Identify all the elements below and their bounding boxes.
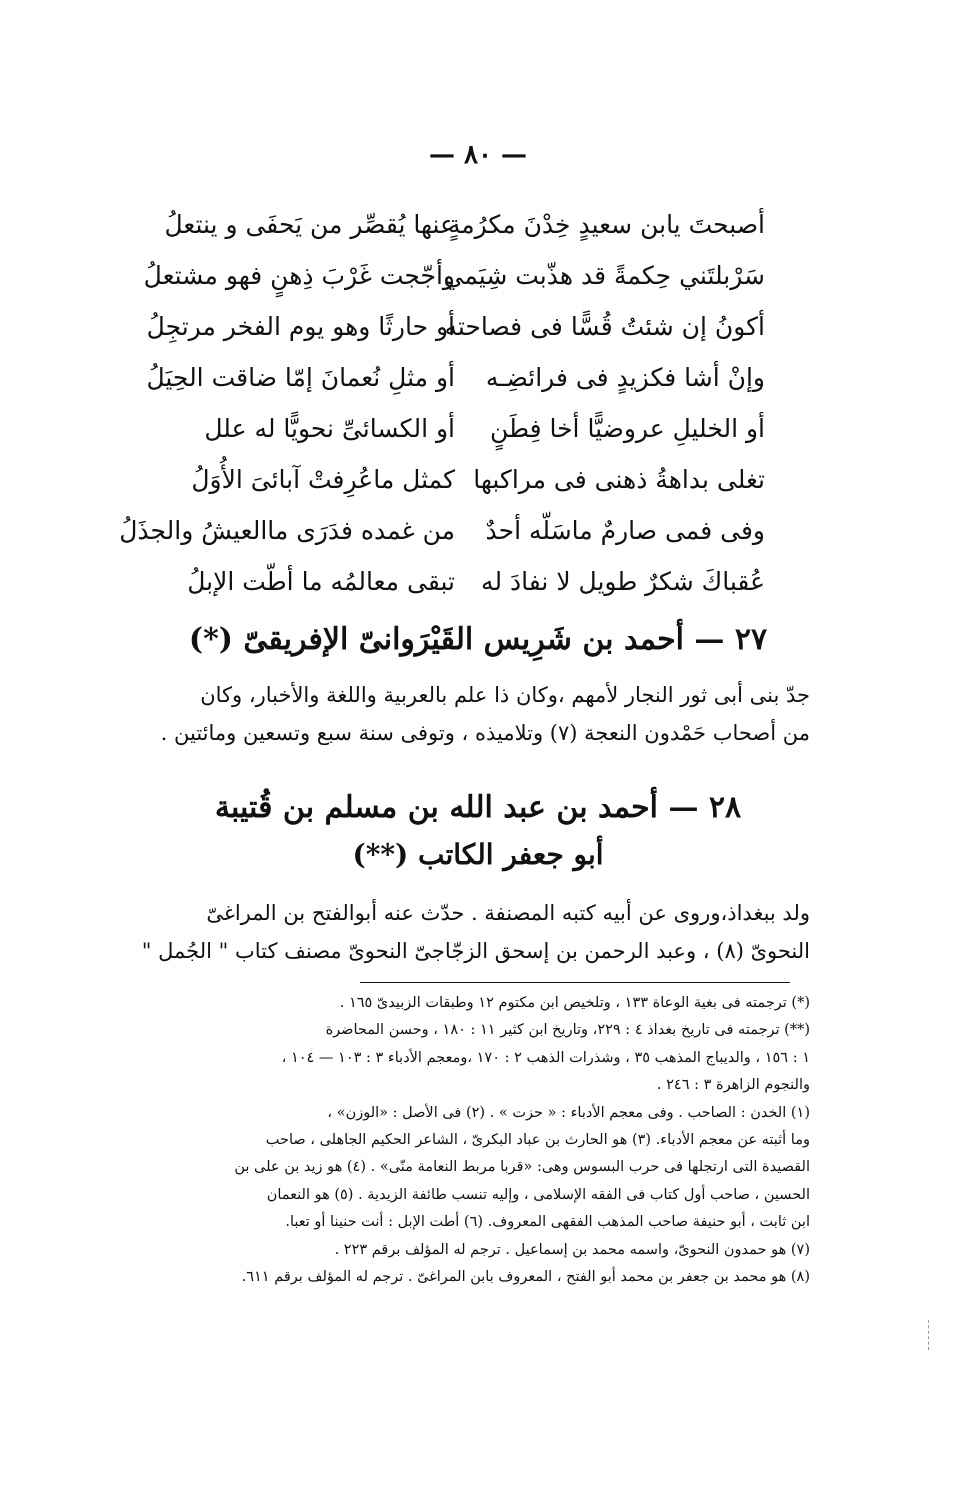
poem-verse [185,460,765,511]
verse-first-hemistich: أو الخليلِ عروضيًّا أخا فِطَنٍ [490,414,765,443]
verse-first-hemistich: وفى فمى صارمٌ ماسَلّه أحدٌ [485,516,765,545]
footnotes [140,990,810,1291]
footnote-line: (**) ترجمته فى تاريخ بغداذ ٤ : ٢٢٩، وتاريخ ابن كثير ١١ : ١٨٠ ، وحسن المحاضرة [325,1022,810,1039]
verse-first-hemistich: عُقباكَ شكرٌ طويل لا نفادَ له [481,567,765,596]
verse-first-hemistich: تغلى بداهةُ ذهنى فى مراكبها [473,465,765,494]
poem-verse [119,511,765,562]
scan-edge-mark [928,1320,930,1350]
entry-28-line: النحوىّ (٨) ، وعبد الرحمن بن إسحق الزجّاجىّ النحوىّ مصنف كتاب " الجُمل " [141,939,810,963]
poem-verse [146,358,765,409]
entry-27-line: جدّ بنى أبى ثور النجار لأمهم ،وكان ذا علم بالعربية واللغة والأخبار، وكان [200,683,810,707]
verse-second-hemistich: أو حارثًا وهو يوم الفخر مرتجِلُ [146,312,455,341]
entry-28-line: ولد ببغداذ،وروى عن أبيه كتبه المصنفة . حدّث عنه أبوالفتح بن المراغىّ [206,901,810,925]
entry-28-subheading: أبو جعفر الكاتب (**) [352,838,604,871]
footnote-line: والنجوم الزاهرة ٣ : ٢٤٦ . [656,1077,810,1094]
footnote-line: ابن ثابت ، أبو حنيفة صاحب المذهب الفقهى المعروف. (٦) أطت الإبل : أنت حنينا أو تعبا. [285,1214,810,1231]
verse-second-hemistich: تبقى معالمُه ما أطّت الإبلُ [187,567,455,596]
verse-second-hemistich: أو الكسائىِّ نحويًّا له علل [204,414,455,443]
footnote-line: ١ : ١٥٦ ، والديباج المذهب ٣٥ ، وشذرات الذهب ٢ : ١٧٠ ،ومعجم الأدباء ٣ : ١٠٣ — ١٠٤ ، [281,1049,810,1066]
verse-second-hemistich: وأجّجت غَرْبَ ذِهنٍ فهو مشتعلُ [143,261,455,290]
entry-28-heading: ٢٨ — أحمد بن عبد الله بن مسلم بن قُتيبة [214,790,742,825]
entry-28-body [141,894,810,970]
verse-first-hemistich: سَرْبلتَني حِكمةً قد هذّبت شِيَمي [443,261,765,290]
entry-27-body [148,676,810,752]
poem-verse [143,256,765,307]
footnote-line: الحسين ، صاحب أول كتاب فى الفقه الإسلامى ، وإليه تنسب طائفة الزيدية . (٥) هو النعمان [266,1186,810,1203]
verse-first-hemistich: أصبحتَ يابن سعيدٍ خِدْنَ مكرُمةٍ [447,210,765,239]
poem-verse [185,409,765,460]
verse-first-hemistich: أكونُ إن شئتُ قُسًّا فى فصاحته [444,312,765,341]
footnote-line: القصيدة التى ارتجلها فى حرب البسوس وهى: «قربا مربط النعامة منّى» . (٤) هو زيد بن على بن [234,1159,810,1176]
verse-second-hemistich: أو مثلِ نُعمانَ إمّا ضاقت الحِيَلُ [146,363,455,392]
footnote-line: وما أثبته عن معجم الأدباء. (٣) هو الحارث بن عباد البكرىّ ، الشاعر الحكيم الجاهلى ، صاحب [265,1132,810,1149]
page-number: — ٨٠ — [428,140,528,170]
footnote-line: (١) الخدن : الصاحب . وفى معجم الأدباء : « حزت » . (٢) فى الأصل : «الوزن» ، [327,1104,810,1121]
verse-second-hemistich: كمثل ماعُرِفتْ آبائىَ الأُوَلُ [191,465,455,494]
verse-first-hemistich: وإنْ أشا فكزيدٍ فى فرائضِـه [485,363,765,392]
poem-verse [164,205,765,256]
poem-verse [185,562,765,613]
footnote-line: (٧) هو حمدون النحوىّ، واسمه محمد بن إسماعيل . ترجم له المؤلف برقم ٢٢٣ . [334,1241,810,1258]
footnote-line: (*) ترجمته فى بغية الوعاة ١٣٣ ، وتلخيص ابن مكتوم ١٢ وطبقات الزبيدىّ ١٦٥ . [339,995,810,1011]
entry-27-heading: ٢٧ — أحمد بن شَرِيس القَيْرَوانىّ الإفريقىّ (*) [188,622,768,657]
poem [119,205,765,613]
entry-27-line: من أصحاب حَمْدون النعجة (٧) وتلاميذه ، وتوفى سنة سبع وتسعين ومائتين . [160,721,810,745]
footnote-divider [360,982,790,983]
verse-second-hemistich: عنها يُقصِّر من يَحفَى و ينتعلُ [164,210,455,239]
poem-verse [146,307,765,358]
footnote-line: (٨) هو محمد بن جعفر بن محمد أبو الفتح ، المعروف بابن المراغىّ . ترجم له المؤلف برقم ٦١١. [241,1269,810,1286]
verse-second-hemistich: من غمده فدَرَى ماالعيشُ والجذَلُ [119,516,455,545]
